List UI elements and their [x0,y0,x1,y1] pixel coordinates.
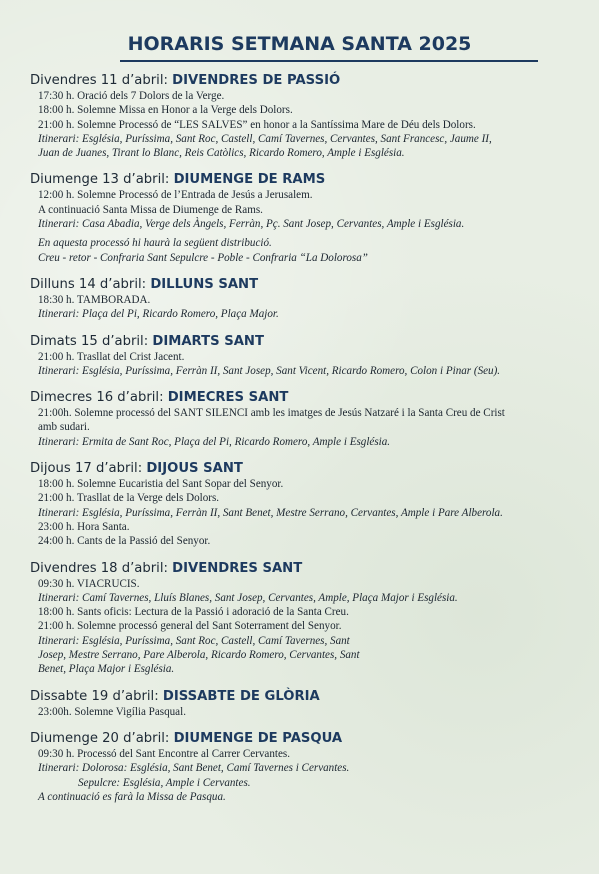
schedule-line: 18:30 h. TAMBORADA. [38,293,151,306]
schedule-line: 12:00 h. Solemne Processó de l’Entrada de Jesús a Jerusalem. [38,189,313,202]
day-date: Dijous 17 d’abril: [30,461,143,477]
day-section [30,460,590,548]
schedule-line: 21:00 h. Solemne Processó de “LES SALVES” en honor a la Santíssima Mare de Déu dels Dolors. [38,118,476,131]
day-heading [30,72,590,89]
day-section [30,730,590,804]
day-section [30,171,590,264]
day-date: Dilluns 14 d’abril: [30,276,147,292]
title-divider [120,60,538,62]
schedule-line: 21:00 h. Trasllat de la Verge dels Dolors. [38,492,220,505]
day-date: Divendres 11 d’abril: [30,73,168,88]
day-section [30,333,590,379]
itinerary-line: Josep, Mestre Serrano, Pare Alberola, Ricardo Romero, Cervantes, Sant [38,649,360,662]
schedule-line: 09:30 h. Processó del Sant Encontre al Carrer Cervantes. [38,747,291,760]
schedule-line: 21:00 h. Solemne processó general del Sant Soterrament del Senyor. [38,620,342,633]
itinerary-line: Itinerari: Església, Puríssima, Ferràn II, Sant Benet, Mestre Serrano, Cervantes, Ample i Pare Alberola. [38,506,503,519]
schedule-line: 24:00 h. Cants de la Passió del Senyor. [38,535,211,548]
itinerary-line: Itinerari: Camí Tavernes, Lluís Blanes, Sant Josep, Cervantes, Ample, Plaça Major i Església. [38,591,458,604]
day-title: DIUMENGE DE RAMS [173,172,326,188]
day-section [30,72,590,160]
day-date: Dissabte 19 d’abril: [30,688,159,704]
day-heading [30,389,590,406]
schedule-line: 21:00h. Solemne processó del SANT SILENCI amb les imatges de Jesús Natzaré i la Santa Creu de Crist [38,407,505,420]
day-heading [30,688,590,705]
schedule-line: 23:00 h. Hora Santa. [38,520,130,533]
itinerary-line: Creu - retor - Confraria Sant Sepulcre - Poble - Confraria “La Dolorosa” [38,251,368,264]
day-section [30,389,590,449]
schedule-line: 23:00h. Solemne Vigília Pasqual. [38,705,186,718]
schedule-line: 17:30 h. Oració dels 7 Dolors de la Verge. [38,90,225,102]
day-date: Dimecres 16 d’abril: [30,390,164,406]
day-section [30,560,590,677]
day-date: Divendres 18 d’abril: [30,560,168,576]
itinerary-line: Itinerari: Plaça del Pi, Ricardo Romero, Plaça Major. [38,308,279,321]
day-section [30,276,590,322]
itinerary-line: A continuació es farà la Missa de Pasqua. [38,790,226,803]
schedule-line: A continuació Santa Missa de Diumenge de Rams. [38,203,263,216]
day-details [30,477,590,548]
schedule-line: 18:00 h. Sants oficis: Lectura de la Passió i adoració de la Santa Creu. [38,606,349,619]
day-title: DISSABTE DE GLÒRIA [162,688,320,704]
schedule-list [30,72,590,804]
day-title: DIVENDRES SANT [172,560,303,576]
day-heading [30,730,590,747]
day-details [30,406,590,449]
day-date: Dimats 15 d’abril: [30,333,149,349]
day-heading [30,333,590,350]
day-details [30,188,590,264]
day-details [30,577,590,677]
day-details [30,350,590,379]
itinerary-line: Itinerari: Ermita de Sant Roc, Plaça del Pi, Ricardo Romero, Ample i Església. [38,435,391,448]
schedule-line: 18:00 h. Solemne Eucaristia del Sant Sopar del Senyor. [38,478,284,491]
day-heading [30,560,590,577]
itinerary-line: Benet, Plaça Major i Església. [38,663,175,676]
day-details [30,293,590,322]
day-details [30,705,590,719]
itinerary-line: Sepulcre: Església, Ample i Cervantes. [78,776,251,789]
day-title: DIMECRES SANT [167,390,289,406]
day-section [30,688,590,719]
schedule-line: 09:30 h. VIACRUCIS. [38,577,140,590]
itinerary-line: Itinerari: Casa Abadia, Verge dels Àngels, Ferràn, Pç. Sant Josep, Cervantes, Ample i Església. [38,218,465,231]
day-date: Diumenge 20 d’abril: [30,730,170,746]
day-details [30,747,590,804]
schedule-line: 18:00 h. Solemne Missa en Honor a la Verge dels Dolors. [38,104,293,117]
page-title: HORARIS SETMANA SANTA 2025 [127,33,472,55]
day-title: DIUMENGE DE PASQUA [173,730,343,746]
day-title: DILLUNS SANT [150,276,259,292]
itinerary-line: Juan de Juanes, Tirant lo Blanc, Reis Catòlics, Ricardo Romero, Ample i Església. [38,147,405,160]
day-heading [30,276,590,293]
itinerary-line: Itinerari: Església, Puríssima, Ferràn II, Sant Josep, Sant Vicent, Ricardo Romero, Colon i Pinar (Seu). [38,364,501,377]
day-heading [30,460,590,477]
itinerary-line: Itinerari: Dolorosa: Església, Sant Benet, Camí Tavernes i Cervantes. [38,762,350,775]
schedule-line: amb sudari. [38,421,90,434]
day-title: DIJOUS SANT [146,461,243,477]
day-date: Diumenge 13 d’abril: [30,172,170,188]
schedule-line: 21:00 h. Trasllat del Crist Jacent. [38,350,185,363]
day-heading [30,171,590,188]
day-title: DIMARTS SANT [152,333,264,349]
itinerary-line: Itinerari: Església, Puríssima, Sant Roc, Castell, Camí Tavernes, Sant [38,634,350,647]
itinerary-line: Itinerari: Església, Puríssima, Sant Roc, Castell, Camí Tavernes, Cervantes, Sant Francesc, Jaume II, [38,132,492,145]
day-details [30,89,590,160]
itinerary-line: En aquesta processó hi haurà la següent distribució. [38,237,272,250]
day-title: DIVENDRES DE PASSIÓ [172,73,341,88]
